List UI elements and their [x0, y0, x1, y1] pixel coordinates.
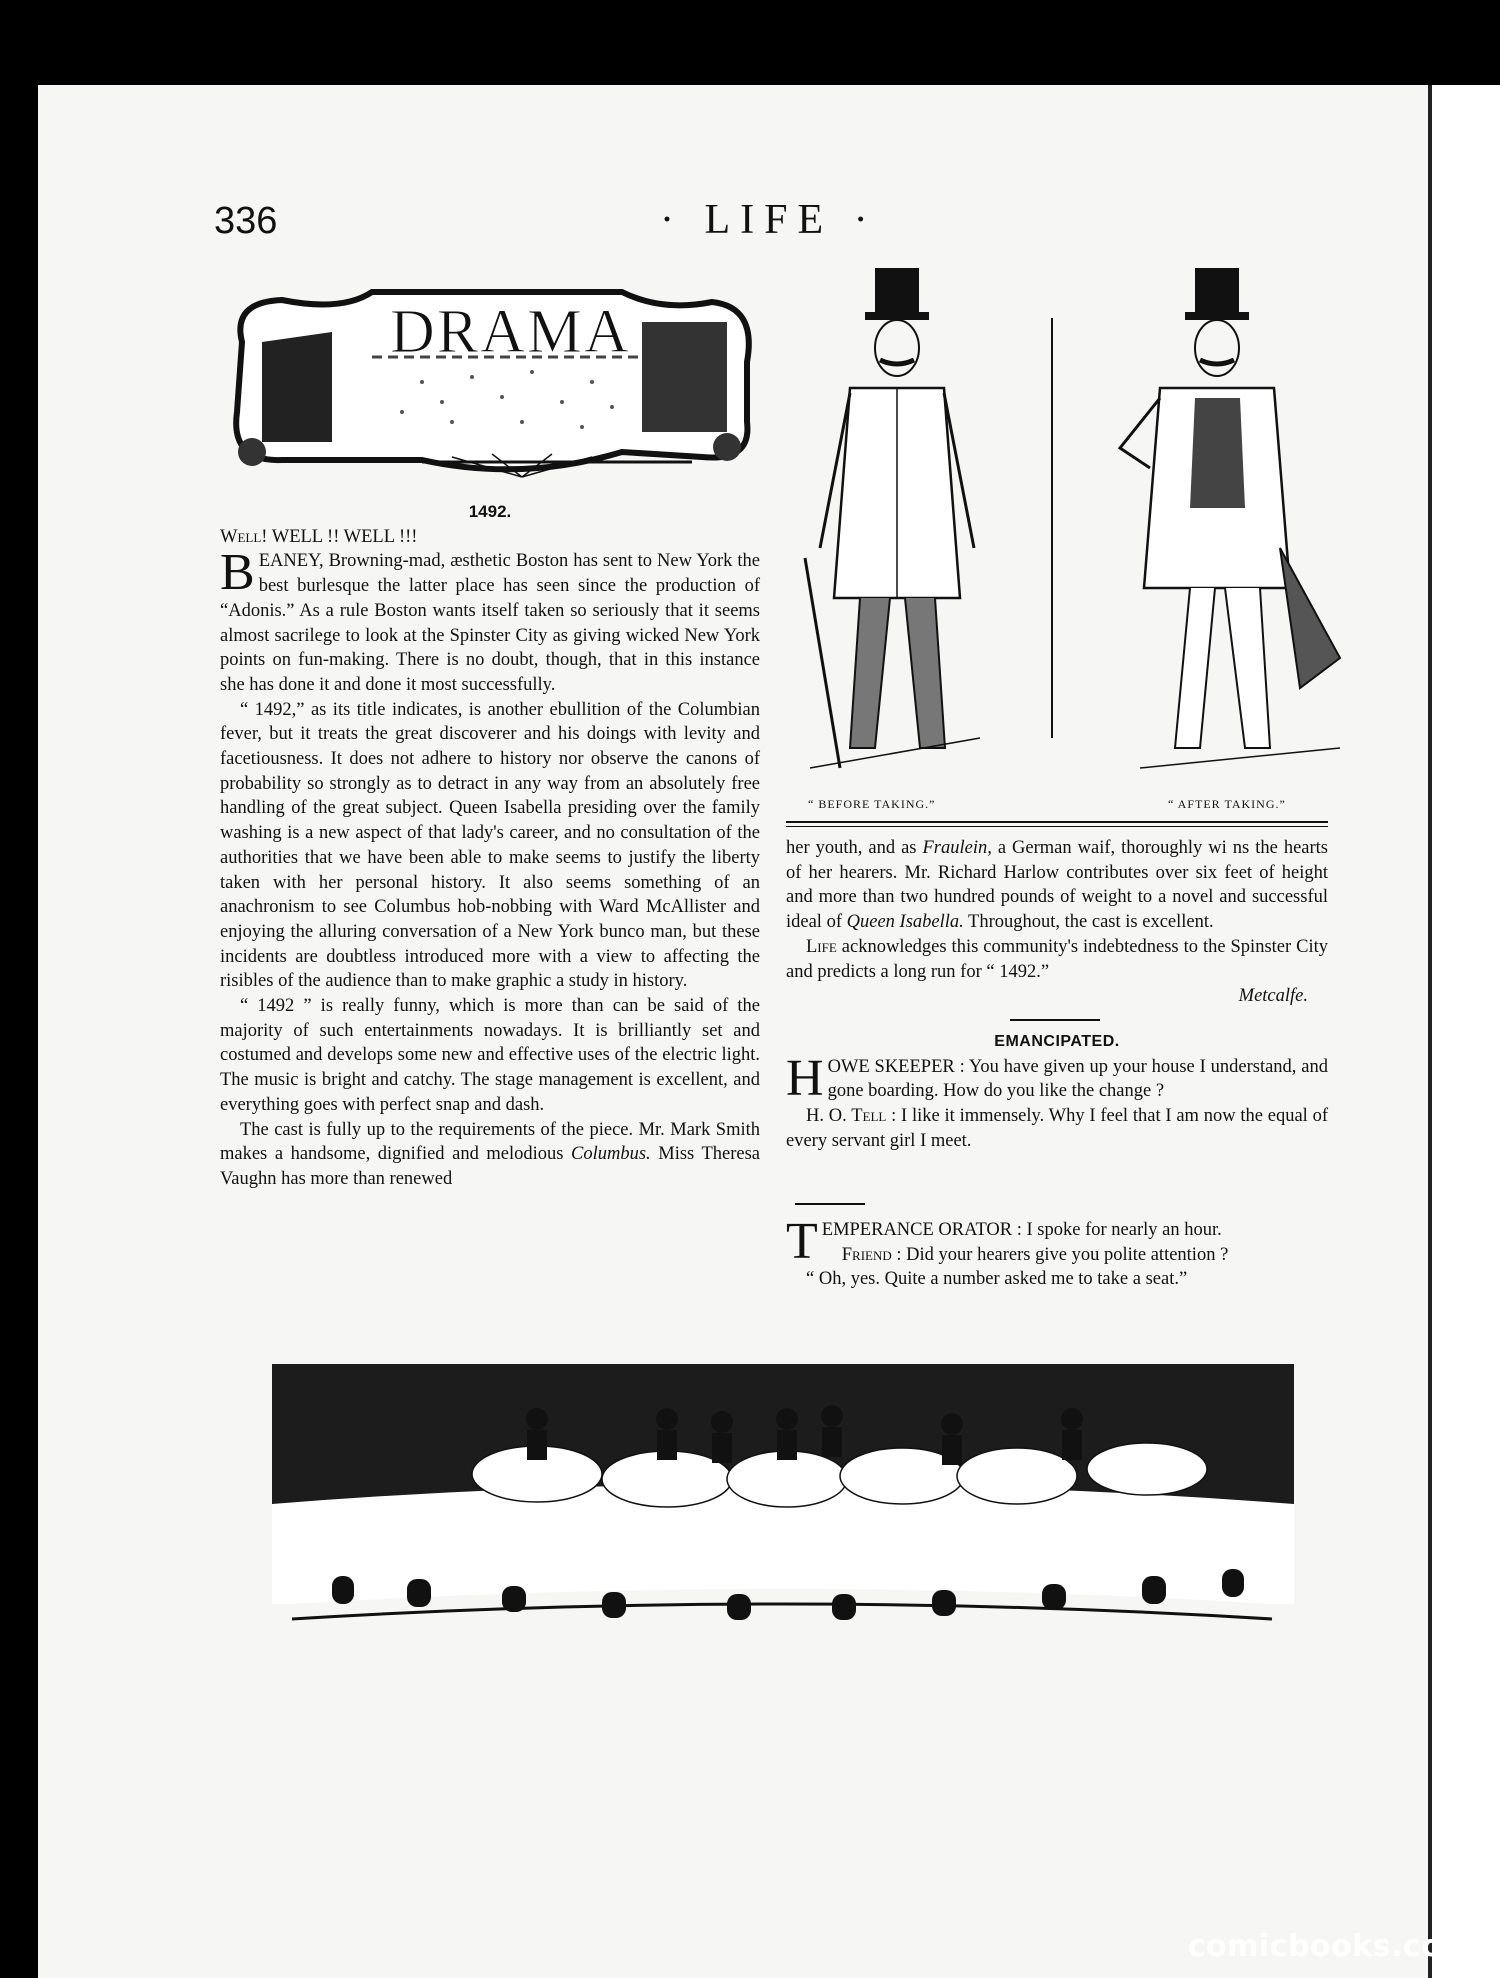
after-taking-caption: “ AFTER TAKING.”: [1168, 797, 1286, 811]
page-number: 336: [214, 200, 278, 242]
before-taking-caption: “ BEFORE TAKING.”: [808, 797, 936, 811]
article-paragraph-3: “ 1492 ” is really funny, which is more than can be said of the majority of such entertainments nowadays. It is brilliantly set and costumed and develops some new and effective uses of the electric light. The music is bright and catchy. The stage management is excellent, and everything goes with perfect snap and dash.: [220, 996, 760, 1115]
masthead: · LIFE ·: [660, 197, 878, 243]
temperance-line-1: TEMPERANCE ORATOR : I spoke for nearly an hour.: [786, 1213, 1222, 1270]
article-paragraph-1: BEANEY, Browning-mad, æsthetic Boston has sent to New York the best burlesque the latter place has seen since the production of “Adonis.” As a rule Boston wants itself taken so seriously that it seems almost sacrilege to look at the Spinster City as giving wicked New York points on fun-making. There is no doubt, though, that in this instance she has done it and done it most successfully.: [220, 544, 760, 695]
drop-cap-b: B: [220, 544, 255, 602]
before-taking-illustration: [780, 268, 1020, 788]
emancipated-heading: EMANCIPATED.: [994, 1033, 1120, 1050]
article-paragraph-4: The cast is fully up to the requirements of the piece. Mr. Mark Smith makes a handsome, dignified and melodious Columbus. Miss Theresa Vaughn has more than renewed: [220, 1119, 760, 1189]
emancipated-section: [786, 1030, 1328, 1154]
drop-cap-t: T: [786, 1213, 818, 1270]
temperance-friend: Friend : Did your hearers give you polite attention ?: [841, 1244, 1229, 1265]
drama-banner-illustration: [222, 282, 762, 487]
article-paragraph-6: Life acknowledges this community's indebtedness to the Spinster City and predicts a long run for “ 1492.”: [786, 936, 1328, 982]
article-column-left: [220, 500, 760, 1192]
article-paragraph-2: “ 1492,” as its title indicates, is another ebullition of the Columbian fever, but it treats the great discoverer and his doings with levity and facetiousness. It does not adhere to history nor observe the canons of probability so strongly as to detract in any way from an absolutely free handling of the great subject. Queen Isabella presiding over the family washing is a new aspect of that lady's career, and no consultation of the authorities that we have been able to make seems to justify the liberty taken with her personal history. It also seems something of an anachronism to see Columbus hob-nobbing with Ward McAllister and enjoying the alluring conversation of a New York bunco man, but these incidents are doubtless introduced more with a view to affecting the risibles of the audience than to make graphic a study in history.: [220, 699, 760, 992]
temperance-section: [786, 1213, 1328, 1292]
article-signature: Metcalfe.: [1238, 986, 1308, 1007]
adjacent-page-edge: [1428, 85, 1500, 1978]
emancipated-line-1: HOWE SKEEPER : You have given up your house I understand, and gone boarding. How do you like the change ?: [786, 1049, 1328, 1107]
site-watermark: comicbooks.com: [1187, 1929, 1474, 1964]
article-paragraph-5: her youth, and as Fraulein, a German waif, thoroughly wi ns the hearts of her hearers. Mr. Richard Harlow contributes over six feet of height and more than two hundred pounds of weight to a novel and successful ideal of Queen Isabella. Throughout, the cast is excellent.: [786, 838, 1328, 933]
caption-rule-top: [786, 821, 1328, 823]
emancipated-line-2: H. O. Tell : I like it immensely. Why I feel that I am now the equal of every servant girl I meet.: [786, 1106, 1329, 1151]
ballet-stage-illustration: [272, 1364, 1294, 1654]
drama-banner-title: DRAMA: [390, 298, 631, 366]
after-taking-illustration: [1100, 268, 1370, 788]
article-subtitle: Well! WELL !! WELL !!!: [220, 526, 418, 547]
section-rule-2: [795, 1203, 865, 1205]
caption-rule-bottom: [786, 826, 1328, 827]
temperance-reply: “ Oh, yes. Quite a number asked me to take a seat.”: [806, 1269, 1188, 1290]
article-column-right: [786, 836, 1328, 1009]
section-rule: [1010, 1019, 1100, 1021]
drop-cap-h: H: [786, 1049, 824, 1107]
cartoon-divider: [1051, 318, 1053, 738]
article-title: 1492.: [468, 502, 512, 521]
